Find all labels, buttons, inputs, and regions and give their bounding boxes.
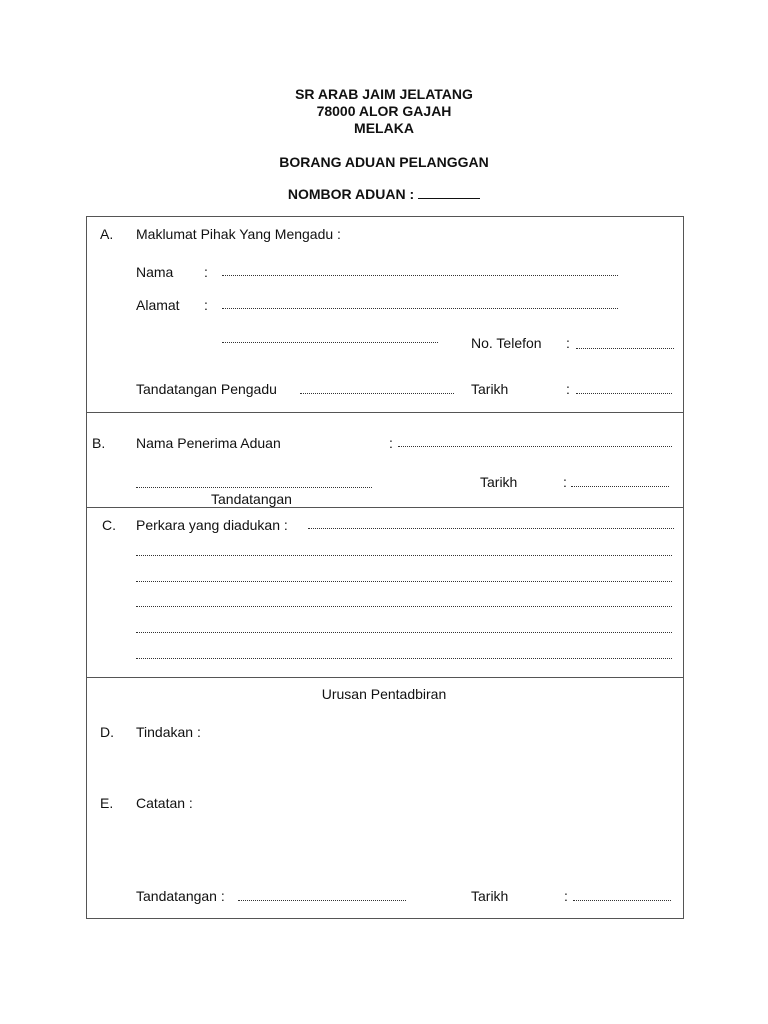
frame-bottom-border	[86, 918, 684, 919]
section-e-date-colon: :	[564, 888, 568, 904]
address-label: Alamat	[136, 297, 180, 313]
receiver-signature-field[interactable]	[136, 487, 372, 488]
frame-left-border	[86, 216, 87, 919]
phone-colon: :	[566, 335, 570, 351]
complaint-matter-line-2[interactable]	[136, 555, 672, 556]
complaint-matter-line-5[interactable]	[136, 632, 672, 633]
section-a-letter: A.	[100, 226, 114, 242]
section-e-date-label: Tarikh	[471, 888, 509, 904]
receiver-signature-label: Tandatangan	[211, 491, 292, 507]
section-d-letter: D.	[100, 724, 114, 740]
section-a-date-field[interactable]	[576, 393, 672, 394]
section-a-date-label: Tarikh	[471, 381, 509, 397]
phone-label: No. Telefon	[471, 335, 542, 351]
complainant-signature-field[interactable]	[300, 393, 454, 394]
complaint-matter-line-6[interactable]	[136, 658, 672, 659]
section-b-date-colon: :	[563, 474, 567, 490]
complaint-number-field[interactable]	[418, 186, 480, 199]
complainant-signature-label: Tandatangan Pengadu	[136, 381, 277, 397]
section-b-date-field[interactable]	[571, 486, 669, 487]
section-divider-ab	[86, 412, 684, 413]
school-name: SR ARAB JAIM JELATANG	[295, 86, 473, 102]
admin-signature-field[interactable]	[238, 900, 406, 901]
form-title: BORANG ADUAN PELANGGAN	[279, 154, 489, 170]
address-field-line-2[interactable]	[222, 342, 438, 343]
section-divider-bc	[86, 507, 684, 508]
notes-label: Catatan :	[136, 795, 193, 811]
section-divider-cd	[86, 677, 684, 678]
name-label: Nama	[136, 264, 174, 280]
section-e-letter: E.	[100, 795, 114, 811]
section-b-letter: B.	[92, 435, 106, 451]
section-c-letter: C.	[102, 517, 116, 533]
frame-right-border	[683, 216, 684, 919]
complaint-matter-label: Perkara yang diadukan :	[136, 517, 288, 533]
admin-heading: Urusan Pentadbiran	[321, 686, 447, 702]
name-field[interactable]	[222, 275, 618, 276]
section-a-title: Maklumat Pihak Yang Mengadu :	[136, 226, 341, 242]
school-address: 78000 ALOR GAJAH	[316, 103, 452, 119]
phone-field[interactable]	[576, 348, 674, 349]
complaint-matter-line-4[interactable]	[136, 606, 672, 607]
complaint-number	[0, 186, 768, 202]
address-colon: :	[204, 297, 208, 313]
admin-signature-label: Tandatangan :	[136, 888, 225, 904]
school-state: MELAKA	[354, 120, 414, 136]
receiver-name-colon: :	[389, 435, 393, 451]
address-field-line-1[interactable]	[222, 308, 618, 309]
complaint-matter-line-3[interactable]	[136, 581, 672, 582]
section-b-date-label: Tarikh	[480, 474, 518, 490]
receiver-name-field[interactable]	[398, 446, 672, 447]
section-a-date-colon: :	[566, 381, 570, 397]
frame-top-border	[86, 216, 684, 217]
name-colon: :	[204, 264, 208, 280]
section-e-date-field[interactable]	[573, 900, 671, 901]
action-label: Tindakan :	[136, 724, 201, 740]
complaint-matter-line-1[interactable]	[308, 528, 674, 529]
receiver-name-label: Nama Penerima Aduan	[136, 435, 281, 451]
complaint-number-label: NOMBOR ADUAN :	[287, 186, 415, 202]
